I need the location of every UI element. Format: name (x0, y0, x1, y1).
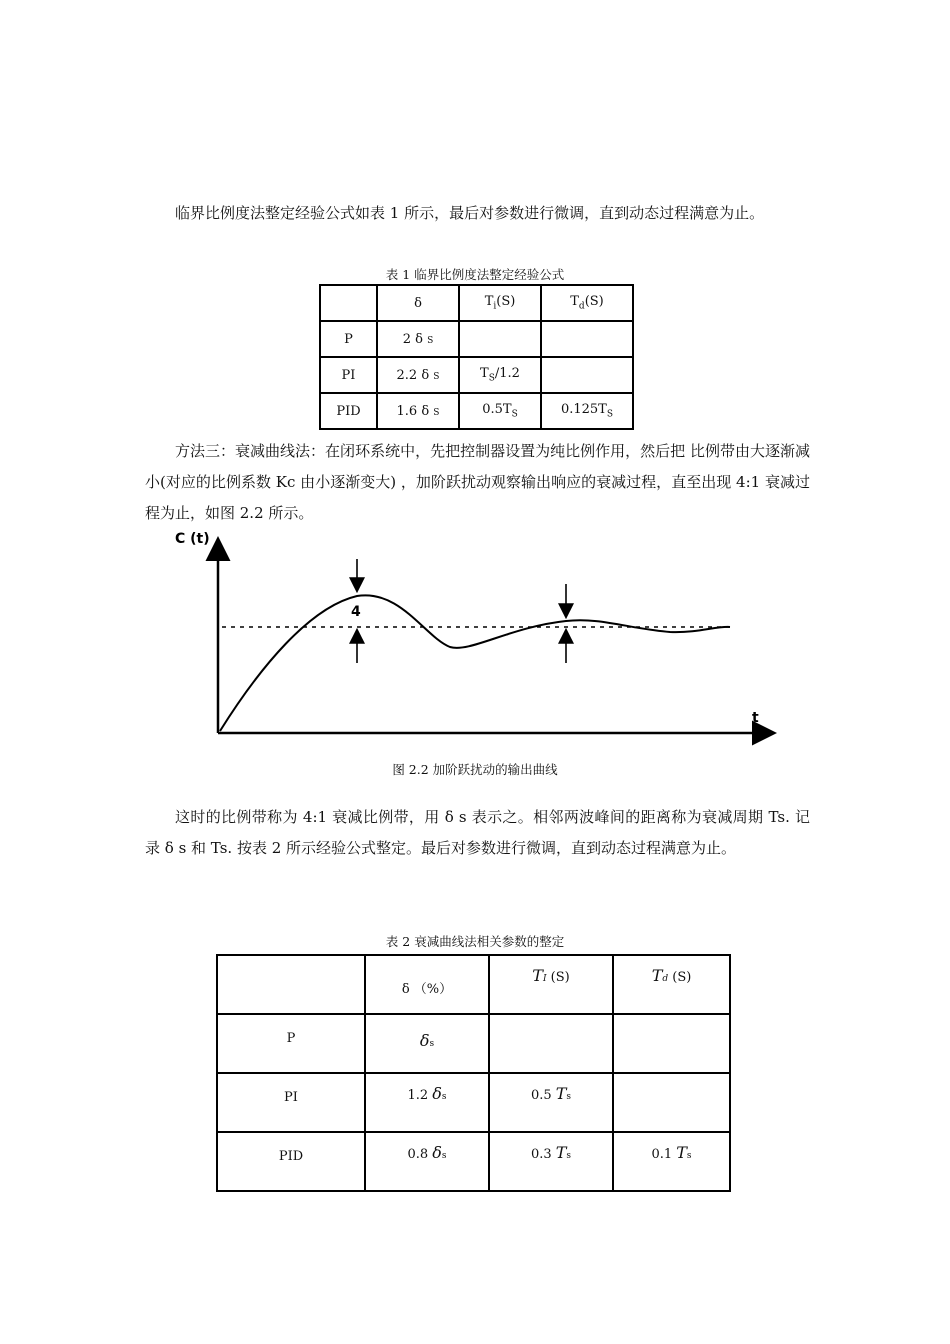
figure-caption: 图 2.2 加阶跃扰动的输出曲线 (392, 762, 558, 777)
table-cell: 0.5 Ts (489, 1073, 613, 1132)
table-cell: PI (320, 357, 377, 393)
table-cell: 1.2 δs (365, 1073, 489, 1132)
table-header-cell: $T_d(S)$ (541, 285, 633, 321)
table-cell: PID (217, 1132, 365, 1191)
table-header-cell: Td (S) (613, 955, 730, 1014)
table-cell: $0.125T_S$ (541, 393, 633, 429)
table-row (320, 357, 633, 393)
table-cell: P (217, 1014, 365, 1073)
table-2 (216, 954, 731, 1192)
table-cell (613, 1014, 730, 1073)
table-cell: 1.6 δ S (377, 393, 459, 429)
response-curve (220, 595, 730, 731)
table-header-cell: $T_i(S)$ (459, 285, 541, 321)
step-response-figure (160, 527, 790, 747)
table-cell: δs (365, 1014, 489, 1073)
ratio-label: 4 (351, 604, 361, 620)
x-axis-label: t (752, 710, 759, 726)
table-row (217, 1073, 730, 1132)
table-header-cell (320, 285, 377, 321)
table-cell (613, 1073, 730, 1132)
table-cell: 2 δ S (377, 321, 459, 357)
table1-caption: 表 1 临界比例度法整定经验公式 (385, 267, 565, 282)
table-cell (541, 321, 633, 357)
table2-caption: 表 2 衰减曲线法相关参数的整定 (385, 934, 565, 949)
table-row (217, 1132, 730, 1191)
table-cell: 0.3 Ts (489, 1132, 613, 1191)
y-axis-label: C (t) (175, 531, 210, 547)
paragraph-3: 这时的比例带称为 4:1 衰减比例带，用 δ s 表示之。相邻两波峰间的距离称为衰减周期 Ts. 记录 δ s 和 Ts. 按表 2 所示经验公式整定。最后对参数进行微调，直到动态过程满意为止。 (145, 808, 810, 857)
table-header-cell (217, 955, 365, 1014)
table-header-cell: δ （%） (365, 955, 489, 1014)
paragraph-2: 方法三：衰减曲线法：在闭环系统中，先把控制器设置为纯比例作用，然后把 比例带由大逐渐减小(对应的比例系数 Kc 由小逐渐变大) ，加阶跃扰动观察输出响应的衰减过程，直至出现 4:1 衰减过程为止，如图 2.2 所示。 (145, 442, 810, 522)
table-cell: $0.5T_S$ (459, 393, 541, 429)
table-cell: 0.8 δs (365, 1132, 489, 1191)
table-cell (489, 1014, 613, 1073)
table-cell (541, 357, 633, 393)
paragraph-1: 临界比例度法整定经验公式如表 1 所示，最后对参数进行微调，直到动态过程满意为止。 (175, 204, 765, 222)
table-cell: 2.2 δ S (377, 357, 459, 393)
table-cell: 0.1 Ts (613, 1132, 730, 1191)
table-row (217, 1014, 730, 1073)
table-1 (319, 284, 634, 430)
table-cell: P (320, 321, 377, 357)
table-row (320, 393, 633, 429)
table-row (320, 321, 633, 357)
table-row (217, 955, 730, 1014)
table-cell: PID (320, 393, 377, 429)
table-header-cell: δ (377, 285, 459, 321)
table-cell: $T_S/1.2$ (459, 357, 541, 393)
table-cell: PI (217, 1073, 365, 1132)
table-row (320, 285, 633, 321)
table-header-cell: TI (S) (489, 955, 613, 1014)
table-cell (459, 321, 541, 357)
